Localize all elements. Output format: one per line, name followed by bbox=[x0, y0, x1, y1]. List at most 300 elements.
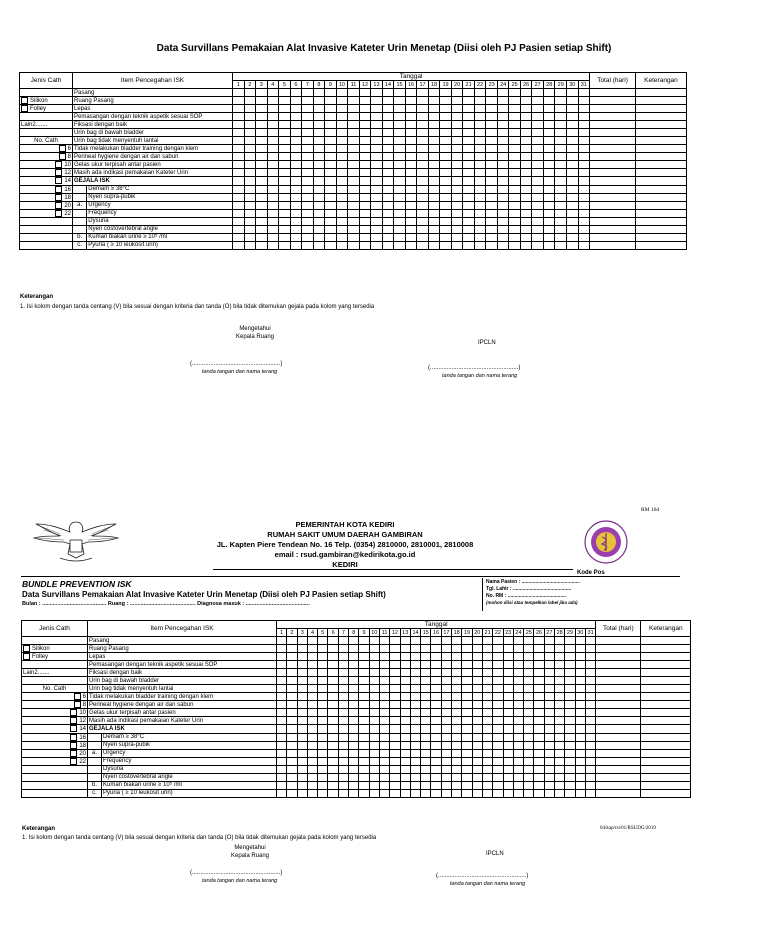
keterangan-cell[interactable] bbox=[641, 717, 691, 725]
day-cell[interactable] bbox=[472, 685, 482, 693]
day-cell[interactable] bbox=[441, 701, 451, 709]
day-cell[interactable] bbox=[452, 693, 462, 701]
day-cell[interactable] bbox=[513, 693, 523, 701]
day-cell[interactable] bbox=[328, 725, 338, 733]
day-cell[interactable] bbox=[482, 645, 492, 653]
day-cell[interactable] bbox=[543, 169, 555, 177]
day-cell[interactable] bbox=[503, 717, 513, 725]
day-cell[interactable] bbox=[544, 789, 554, 797]
day-cell[interactable] bbox=[451, 161, 463, 169]
day-cell[interactable] bbox=[503, 773, 513, 781]
keterangan-cell[interactable] bbox=[635, 129, 686, 137]
day-cell[interactable] bbox=[462, 733, 472, 741]
day-cell[interactable] bbox=[486, 217, 498, 225]
day-cell[interactable] bbox=[513, 637, 523, 645]
day-cell[interactable] bbox=[509, 145, 521, 153]
day-cell[interactable] bbox=[555, 749, 565, 757]
day-cell[interactable] bbox=[244, 97, 256, 105]
day-cell[interactable] bbox=[543, 97, 555, 105]
day-cell[interactable] bbox=[462, 661, 472, 669]
day-cell[interactable] bbox=[493, 789, 503, 797]
day-cell[interactable] bbox=[369, 685, 379, 693]
day-cell[interactable] bbox=[440, 113, 452, 121]
day-cell[interactable] bbox=[532, 193, 544, 201]
day-cell[interactable] bbox=[328, 717, 338, 725]
day-cell[interactable] bbox=[544, 637, 554, 645]
day-cell[interactable] bbox=[328, 669, 338, 677]
day-cell[interactable] bbox=[371, 129, 383, 137]
day-cell[interactable] bbox=[256, 153, 268, 161]
day-cell[interactable] bbox=[578, 97, 590, 105]
day-cell[interactable] bbox=[440, 137, 452, 145]
day-cell[interactable] bbox=[421, 653, 431, 661]
day-cell[interactable] bbox=[379, 765, 389, 773]
day-cell[interactable] bbox=[405, 169, 417, 177]
day-cell[interactable] bbox=[290, 145, 302, 153]
day-cell[interactable] bbox=[244, 113, 256, 121]
total-cell[interactable] bbox=[596, 701, 641, 709]
day-cell[interactable] bbox=[349, 685, 359, 693]
day-cell[interactable] bbox=[513, 765, 523, 773]
day-cell[interactable] bbox=[313, 161, 325, 169]
day-cell[interactable] bbox=[318, 733, 328, 741]
day-cell[interactable] bbox=[318, 781, 328, 789]
keterangan-cell[interactable] bbox=[635, 97, 686, 105]
day-cell[interactable] bbox=[474, 161, 486, 169]
day-cell[interactable] bbox=[452, 669, 462, 677]
day-cell[interactable] bbox=[503, 701, 513, 709]
day-cell[interactable] bbox=[441, 789, 451, 797]
day-cell[interactable] bbox=[428, 105, 440, 113]
day-cell[interactable] bbox=[371, 145, 383, 153]
day-cell[interactable] bbox=[277, 781, 287, 789]
day-cell[interactable] bbox=[287, 677, 297, 685]
day-cell[interactable] bbox=[509, 113, 521, 121]
day-cell[interactable] bbox=[256, 89, 268, 97]
day-cell[interactable] bbox=[336, 169, 348, 177]
day-cell[interactable] bbox=[279, 185, 291, 193]
day-cell[interactable] bbox=[328, 733, 338, 741]
day-cell[interactable] bbox=[349, 725, 359, 733]
day-cell[interactable] bbox=[493, 693, 503, 701]
day-cell[interactable] bbox=[472, 645, 482, 653]
day-cell[interactable] bbox=[371, 193, 383, 201]
day-cell[interactable] bbox=[405, 153, 417, 161]
day-cell[interactable] bbox=[417, 241, 429, 249]
day-cell[interactable] bbox=[417, 209, 429, 217]
day-cell[interactable] bbox=[371, 169, 383, 177]
day-cell[interactable] bbox=[565, 741, 575, 749]
day-cell[interactable] bbox=[524, 765, 534, 773]
day-cell[interactable] bbox=[431, 685, 441, 693]
day-cell[interactable] bbox=[417, 137, 429, 145]
day-cell[interactable] bbox=[405, 113, 417, 121]
day-cell[interactable] bbox=[431, 669, 441, 677]
day-cell[interactable] bbox=[565, 773, 575, 781]
day-cell[interactable] bbox=[371, 137, 383, 145]
day-cell[interactable] bbox=[421, 741, 431, 749]
day-cell[interactable] bbox=[421, 749, 431, 757]
day-cell[interactable] bbox=[359, 241, 371, 249]
day-cell[interactable] bbox=[532, 169, 544, 177]
day-cell[interactable] bbox=[410, 653, 420, 661]
day-cell[interactable] bbox=[452, 773, 462, 781]
day-cell[interactable] bbox=[290, 241, 302, 249]
keterangan-cell[interactable] bbox=[641, 789, 691, 797]
day-cell[interactable] bbox=[428, 121, 440, 129]
day-cell[interactable] bbox=[338, 725, 348, 733]
day-cell[interactable] bbox=[233, 145, 245, 153]
day-cell[interactable] bbox=[440, 177, 452, 185]
day-cell[interactable] bbox=[451, 153, 463, 161]
day-cell[interactable] bbox=[328, 701, 338, 709]
day-cell[interactable] bbox=[555, 201, 567, 209]
total-cell[interactable] bbox=[596, 741, 641, 749]
checkbox[interactable] bbox=[74, 701, 81, 708]
day-cell[interactable] bbox=[585, 749, 595, 757]
day-cell[interactable] bbox=[503, 677, 513, 685]
day-cell[interactable] bbox=[474, 233, 486, 241]
day-cell[interactable] bbox=[307, 781, 317, 789]
day-cell[interactable] bbox=[302, 209, 314, 217]
day-cell[interactable] bbox=[555, 669, 565, 677]
day-cell[interactable] bbox=[451, 177, 463, 185]
day-cell[interactable] bbox=[566, 137, 578, 145]
keterangan-cell[interactable] bbox=[635, 169, 686, 177]
day-cell[interactable] bbox=[585, 701, 595, 709]
day-cell[interactable] bbox=[452, 749, 462, 757]
day-cell[interactable] bbox=[497, 105, 509, 113]
day-cell[interactable] bbox=[390, 733, 400, 741]
day-cell[interactable] bbox=[585, 693, 595, 701]
day-cell[interactable] bbox=[493, 741, 503, 749]
day-cell[interactable] bbox=[348, 217, 360, 225]
day-cell[interactable] bbox=[287, 653, 297, 661]
day-cell[interactable] bbox=[379, 709, 389, 717]
checkbox[interactable] bbox=[70, 750, 77, 757]
day-cell[interactable] bbox=[325, 153, 337, 161]
day-cell[interactable] bbox=[431, 733, 441, 741]
day-cell[interactable] bbox=[313, 89, 325, 97]
day-cell[interactable] bbox=[463, 193, 475, 201]
keterangan-cell[interactable] bbox=[641, 685, 691, 693]
day-cell[interactable] bbox=[313, 121, 325, 129]
day-cell[interactable] bbox=[382, 121, 394, 129]
day-cell[interactable] bbox=[290, 225, 302, 233]
day-cell[interactable] bbox=[307, 773, 317, 781]
day-cell[interactable] bbox=[371, 177, 383, 185]
day-cell[interactable] bbox=[302, 129, 314, 137]
day-cell[interactable] bbox=[336, 177, 348, 185]
day-cell[interactable] bbox=[325, 105, 337, 113]
day-cell[interactable] bbox=[441, 781, 451, 789]
day-cell[interactable] bbox=[474, 105, 486, 113]
day-cell[interactable] bbox=[256, 241, 268, 249]
day-cell[interactable] bbox=[509, 185, 521, 193]
day-cell[interactable] bbox=[382, 89, 394, 97]
day-cell[interactable] bbox=[267, 169, 279, 177]
day-cell[interactable] bbox=[290, 193, 302, 201]
day-cell[interactable] bbox=[532, 105, 544, 113]
day-cell[interactable] bbox=[349, 757, 359, 765]
day-cell[interactable] bbox=[369, 757, 379, 765]
checkbox[interactable] bbox=[55, 161, 62, 168]
day-cell[interactable] bbox=[302, 225, 314, 233]
day-cell[interactable] bbox=[482, 693, 492, 701]
day-cell[interactable] bbox=[328, 637, 338, 645]
day-cell[interactable] bbox=[338, 773, 348, 781]
day-cell[interactable] bbox=[472, 725, 482, 733]
day-cell[interactable] bbox=[524, 693, 534, 701]
keterangan-cell[interactable] bbox=[641, 693, 691, 701]
total-cell[interactable] bbox=[596, 757, 641, 765]
checkbox[interactable] bbox=[21, 97, 28, 104]
day-cell[interactable] bbox=[400, 709, 410, 717]
day-cell[interactable] bbox=[338, 717, 348, 725]
day-cell[interactable] bbox=[390, 789, 400, 797]
day-cell[interactable] bbox=[544, 773, 554, 781]
day-cell[interactable] bbox=[472, 709, 482, 717]
day-cell[interactable] bbox=[287, 645, 297, 653]
day-cell[interactable] bbox=[318, 645, 328, 653]
day-cell[interactable] bbox=[328, 653, 338, 661]
day-cell[interactable] bbox=[513, 749, 523, 757]
day-cell[interactable] bbox=[534, 693, 544, 701]
day-cell[interactable] bbox=[348, 161, 360, 169]
day-cell[interactable] bbox=[318, 709, 328, 717]
day-cell[interactable] bbox=[509, 97, 521, 105]
day-cell[interactable] bbox=[421, 765, 431, 773]
day-cell[interactable] bbox=[544, 661, 554, 669]
day-cell[interactable] bbox=[565, 661, 575, 669]
day-cell[interactable] bbox=[503, 765, 513, 773]
day-cell[interactable] bbox=[566, 193, 578, 201]
day-cell[interactable] bbox=[394, 193, 406, 201]
day-cell[interactable] bbox=[400, 653, 410, 661]
day-cell[interactable] bbox=[394, 177, 406, 185]
day-cell[interactable] bbox=[463, 209, 475, 217]
day-cell[interactable] bbox=[307, 693, 317, 701]
day-cell[interactable] bbox=[318, 717, 328, 725]
day-cell[interactable] bbox=[482, 765, 492, 773]
keterangan-cell[interactable] bbox=[641, 661, 691, 669]
day-cell[interactable] bbox=[382, 169, 394, 177]
day-cell[interactable] bbox=[534, 773, 544, 781]
day-cell[interactable] bbox=[421, 757, 431, 765]
day-cell[interactable] bbox=[452, 661, 462, 669]
day-cell[interactable] bbox=[513, 701, 523, 709]
day-cell[interactable] bbox=[318, 653, 328, 661]
day-cell[interactable] bbox=[410, 789, 420, 797]
day-cell[interactable] bbox=[277, 733, 287, 741]
day-cell[interactable] bbox=[472, 789, 482, 797]
day-cell[interactable] bbox=[575, 725, 585, 733]
day-cell[interactable] bbox=[509, 153, 521, 161]
day-cell[interactable] bbox=[348, 145, 360, 153]
day-cell[interactable] bbox=[440, 193, 452, 201]
day-cell[interactable] bbox=[279, 169, 291, 177]
day-cell[interactable] bbox=[474, 217, 486, 225]
day-cell[interactable] bbox=[400, 717, 410, 725]
day-cell[interactable] bbox=[532, 137, 544, 145]
day-cell[interactable] bbox=[302, 169, 314, 177]
day-cell[interactable] bbox=[451, 209, 463, 217]
day-cell[interactable] bbox=[382, 113, 394, 121]
day-cell[interactable] bbox=[410, 717, 420, 725]
day-cell[interactable] bbox=[336, 137, 348, 145]
keterangan-cell[interactable] bbox=[641, 773, 691, 781]
day-cell[interactable] bbox=[534, 757, 544, 765]
keterangan-cell[interactable] bbox=[635, 145, 686, 153]
day-cell[interactable] bbox=[534, 637, 544, 645]
day-cell[interactable] bbox=[462, 789, 472, 797]
day-cell[interactable] bbox=[566, 185, 578, 193]
day-cell[interactable] bbox=[532, 129, 544, 137]
day-cell[interactable] bbox=[555, 701, 565, 709]
day-cell[interactable] bbox=[431, 757, 441, 765]
day-cell[interactable] bbox=[555, 757, 565, 765]
day-cell[interactable] bbox=[359, 201, 371, 209]
day-cell[interactable] bbox=[497, 89, 509, 97]
day-cell[interactable] bbox=[336, 225, 348, 233]
day-cell[interactable] bbox=[417, 225, 429, 233]
day-cell[interactable] bbox=[325, 169, 337, 177]
day-cell[interactable] bbox=[543, 145, 555, 153]
day-cell[interactable] bbox=[400, 693, 410, 701]
day-cell[interactable] bbox=[486, 113, 498, 121]
day-cell[interactable] bbox=[348, 121, 360, 129]
day-cell[interactable] bbox=[290, 201, 302, 209]
day-cell[interactable] bbox=[520, 113, 532, 121]
day-cell[interactable] bbox=[400, 637, 410, 645]
day-cell[interactable] bbox=[417, 129, 429, 137]
day-cell[interactable] bbox=[417, 177, 429, 185]
day-cell[interactable] bbox=[543, 153, 555, 161]
day-cell[interactable] bbox=[534, 677, 544, 685]
day-cell[interactable] bbox=[520, 97, 532, 105]
day-cell[interactable] bbox=[307, 669, 317, 677]
day-cell[interactable] bbox=[325, 177, 337, 185]
day-cell[interactable] bbox=[497, 209, 509, 217]
day-cell[interactable] bbox=[405, 233, 417, 241]
day-cell[interactable] bbox=[451, 145, 463, 153]
day-cell[interactable] bbox=[474, 241, 486, 249]
day-cell[interactable] bbox=[313, 233, 325, 241]
day-cell[interactable] bbox=[382, 233, 394, 241]
day-cell[interactable] bbox=[497, 233, 509, 241]
day-cell[interactable] bbox=[493, 637, 503, 645]
day-cell[interactable] bbox=[290, 89, 302, 97]
day-cell[interactable] bbox=[555, 113, 567, 121]
day-cell[interactable] bbox=[482, 717, 492, 725]
day-cell[interactable] bbox=[307, 645, 317, 653]
day-cell[interactable] bbox=[474, 113, 486, 121]
day-cell[interactable] bbox=[509, 129, 521, 137]
day-cell[interactable] bbox=[493, 757, 503, 765]
checkbox[interactable] bbox=[23, 645, 30, 652]
day-cell[interactable] bbox=[486, 201, 498, 209]
day-cell[interactable] bbox=[578, 113, 590, 121]
day-cell[interactable] bbox=[451, 217, 463, 225]
day-cell[interactable] bbox=[555, 789, 565, 797]
day-cell[interactable] bbox=[359, 677, 369, 685]
day-cell[interactable] bbox=[417, 217, 429, 225]
day-cell[interactable] bbox=[313, 177, 325, 185]
checkbox[interactable] bbox=[70, 758, 77, 765]
day-cell[interactable] bbox=[578, 105, 590, 113]
day-cell[interactable] bbox=[509, 161, 521, 169]
day-cell[interactable] bbox=[297, 709, 307, 717]
day-cell[interactable] bbox=[451, 121, 463, 129]
day-cell[interactable] bbox=[524, 749, 534, 757]
day-cell[interactable] bbox=[318, 765, 328, 773]
day-cell[interactable] bbox=[417, 97, 429, 105]
day-cell[interactable] bbox=[307, 733, 317, 741]
day-cell[interactable] bbox=[503, 741, 513, 749]
checkbox[interactable] bbox=[70, 742, 77, 749]
day-cell[interactable] bbox=[336, 129, 348, 137]
day-cell[interactable] bbox=[520, 105, 532, 113]
total-cell[interactable] bbox=[596, 677, 641, 685]
day-cell[interactable] bbox=[421, 685, 431, 693]
day-cell[interactable] bbox=[267, 153, 279, 161]
day-cell[interactable] bbox=[307, 725, 317, 733]
day-cell[interactable] bbox=[543, 193, 555, 201]
day-cell[interactable] bbox=[451, 89, 463, 97]
day-cell[interactable] bbox=[277, 685, 287, 693]
day-cell[interactable] bbox=[431, 653, 441, 661]
day-cell[interactable] bbox=[277, 765, 287, 773]
day-cell[interactable] bbox=[431, 637, 441, 645]
day-cell[interactable] bbox=[394, 217, 406, 225]
day-cell[interactable] bbox=[328, 757, 338, 765]
checkbox[interactable] bbox=[23, 653, 30, 660]
day-cell[interactable] bbox=[431, 765, 441, 773]
day-cell[interactable] bbox=[277, 741, 287, 749]
day-cell[interactable] bbox=[452, 733, 462, 741]
day-cell[interactable] bbox=[336, 153, 348, 161]
day-cell[interactable] bbox=[371, 153, 383, 161]
day-cell[interactable] bbox=[555, 193, 567, 201]
day-cell[interactable] bbox=[440, 97, 452, 105]
day-cell[interactable] bbox=[565, 685, 575, 693]
day-cell[interactable] bbox=[369, 701, 379, 709]
day-cell[interactable] bbox=[256, 105, 268, 113]
day-cell[interactable] bbox=[297, 725, 307, 733]
keterangan-cell[interactable] bbox=[635, 217, 686, 225]
day-cell[interactable] bbox=[428, 169, 440, 177]
day-cell[interactable] bbox=[428, 113, 440, 121]
day-cell[interactable] bbox=[509, 217, 521, 225]
day-cell[interactable] bbox=[349, 741, 359, 749]
day-cell[interactable] bbox=[452, 757, 462, 765]
day-cell[interactable] bbox=[297, 661, 307, 669]
day-cell[interactable] bbox=[555, 637, 565, 645]
day-cell[interactable] bbox=[379, 693, 389, 701]
day-cell[interactable] bbox=[400, 645, 410, 653]
day-cell[interactable] bbox=[359, 693, 369, 701]
checkbox[interactable] bbox=[74, 693, 81, 700]
day-cell[interactable] bbox=[493, 773, 503, 781]
day-cell[interactable] bbox=[287, 709, 297, 717]
day-cell[interactable] bbox=[441, 709, 451, 717]
day-cell[interactable] bbox=[497, 113, 509, 121]
day-cell[interactable] bbox=[441, 749, 451, 757]
day-cell[interactable] bbox=[486, 137, 498, 145]
day-cell[interactable] bbox=[325, 241, 337, 249]
day-cell[interactable] bbox=[359, 765, 369, 773]
day-cell[interactable] bbox=[474, 145, 486, 153]
